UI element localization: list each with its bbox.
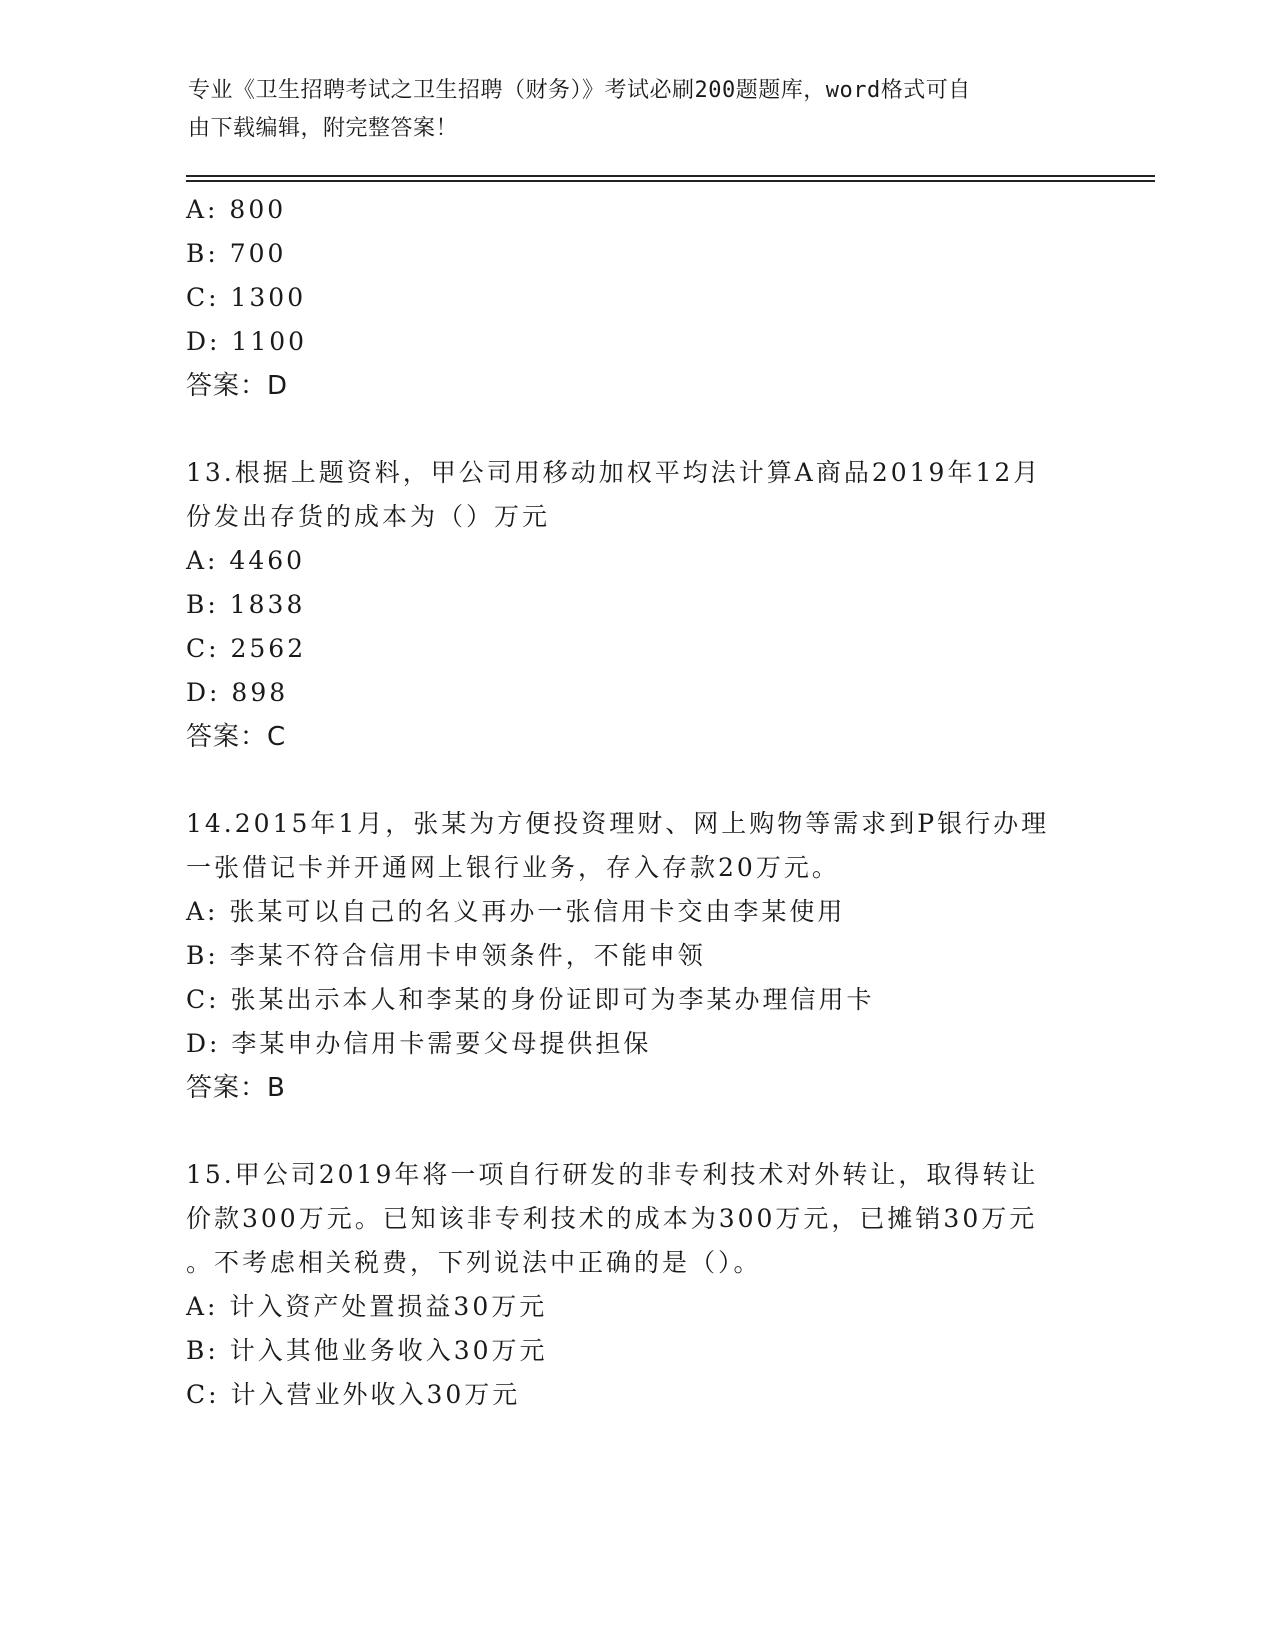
q14-option-d: D: 李某申办信用卡需要父母提供担保: [186, 1029, 652, 1058]
q13-answer: 答案：C: [186, 722, 287, 752]
q14-option-a: A: 张某可以自己的名义再办一张信用卡交由李某使用: [186, 897, 846, 926]
q15-option-c: C: 计入营业外收入30万元: [186, 1380, 521, 1409]
q14-stem-line-1: 14.2015年1月，张某为方便投资理财、网上购物等需求到P银行办理: [186, 809, 1050, 838]
q15-stem-line-1: 15.甲公司2019年将一项自行研发的非专利技术对外转让，取得转让: [186, 1160, 1039, 1189]
header-rule-bottom: [186, 180, 1155, 182]
q15-stem-line-3: 。不考虑相关税费，下列说法中正确的是（）。: [186, 1248, 762, 1277]
q12-answer: 答案：D: [186, 371, 289, 401]
q14-option-b: B: 李某不符合信用卡申领条件，不能申领: [186, 941, 706, 970]
q14-option-c: C: 张某出示本人和李某的身份证即可为李某办理信用卡: [186, 985, 875, 1014]
q14-stem-line-2: 一张借记卡并开通网上银行业务，存入存款20万元。: [186, 853, 840, 882]
q12-option-c: C: 1300: [186, 283, 307, 312]
q14-answer: 答案：B: [186, 1073, 286, 1103]
q13-stem-line-1: 13.根据上题资料，甲公司用移动加权平均法计算A商品2019年12月: [186, 458, 1042, 487]
q12-option-a: A: 800: [186, 195, 287, 224]
q15-option-a: A: 计入资产处置损益30万元: [186, 1292, 548, 1321]
q13-stem-line-2: 份发出存货的成本为（）万元: [186, 502, 551, 531]
q12-option-d: D: 1100: [186, 327, 308, 356]
header-rule-top: [186, 175, 1155, 177]
q13-option-b: B: 1838: [186, 590, 306, 619]
q13-option-c: C: 2562: [186, 634, 307, 663]
q15-option-b: B: 计入其他业务收入30万元: [186, 1336, 548, 1365]
header-line-1: 专业《卫生招聘考试之卫生招聘（财务）》考试必刷200题题库，word格式可自: [188, 78, 971, 103]
q13-option-a: A: 4460: [186, 546, 306, 575]
document-header: [188, 72, 1068, 148]
q15-stem-line-2: 价款300万元。已知该非专利技术的成本为300万元，已摊销30万元: [186, 1204, 1038, 1233]
q12-option-b: B: 700: [186, 239, 287, 268]
header-line-2: 由下载编辑，附完整答案！: [188, 116, 459, 141]
q13-option-d: D: 898: [186, 678, 289, 707]
